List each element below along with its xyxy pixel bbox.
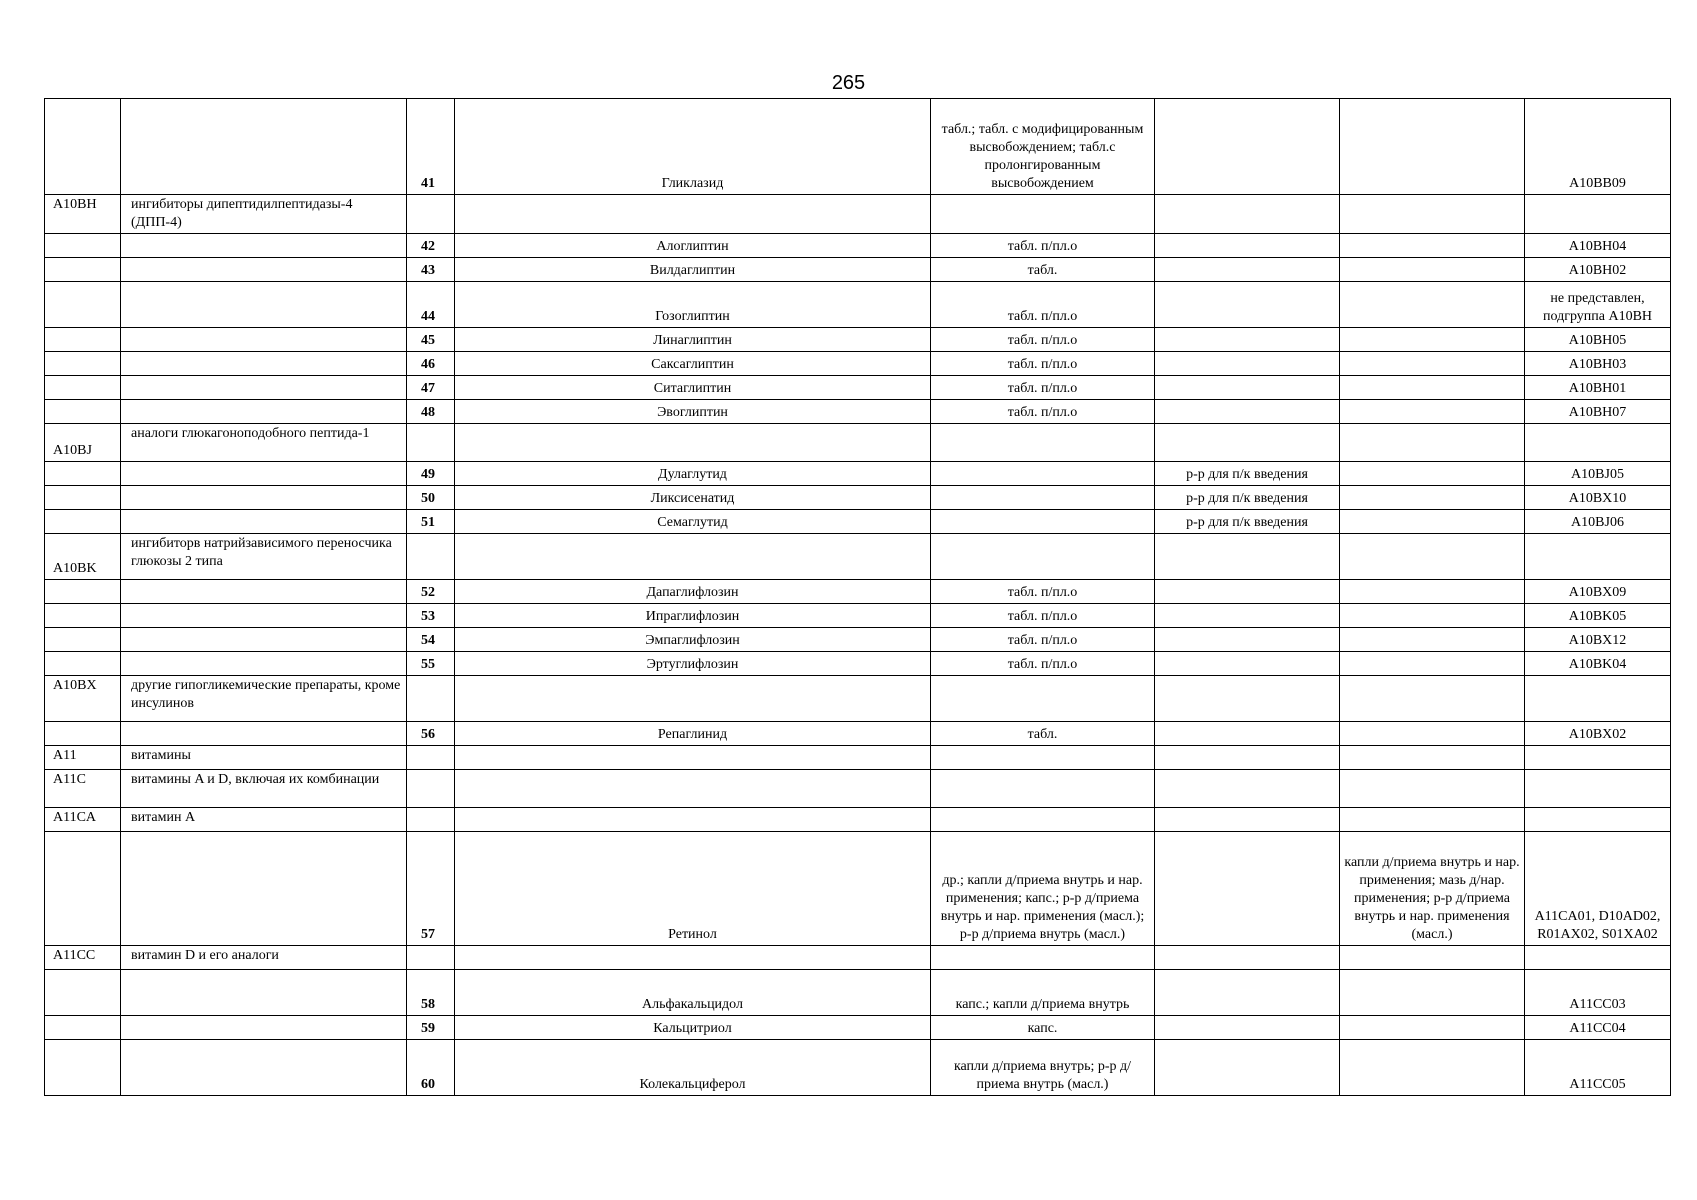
- group-code-cell: [45, 510, 121, 534]
- table-row: [45, 832, 1671, 946]
- dosage-form-cell: капли д/приема внутрь; р-р д/приема внутрь (масл.): [931, 1040, 1155, 1096]
- table-row: [45, 652, 1671, 676]
- dosage-form-extra-cell: [1340, 282, 1525, 328]
- dosage-form-extra-cell: [1340, 580, 1525, 604]
- dosage-form-extra-cell: [1340, 652, 1525, 676]
- dosage-form-extra-cell: [1340, 424, 1525, 462]
- dosage-form-alt-cell: [1155, 628, 1340, 652]
- atc-code-cell: A10BH03: [1525, 352, 1671, 376]
- dosage-form-extra-cell: [1340, 676, 1525, 722]
- table-row: [45, 258, 1671, 282]
- dosage-form-cell: [931, 746, 1155, 770]
- item-number-cell: 55: [407, 652, 455, 676]
- dosage-form-alt-cell: [1155, 770, 1340, 808]
- group-description-cell: [121, 486, 407, 510]
- group-description-cell: [121, 1016, 407, 1040]
- dosage-form-extra-cell: [1340, 462, 1525, 486]
- group-row: [45, 534, 1671, 580]
- item-number-cell: 42: [407, 234, 455, 258]
- table-row: [45, 99, 1671, 195]
- dosage-form-alt-cell: [1155, 376, 1340, 400]
- table-row: [45, 510, 1671, 534]
- atc-code-cell: A11CC04: [1525, 1016, 1671, 1040]
- drug-name-cell: Эмпаглифлозин: [455, 628, 931, 652]
- dosage-form-alt-cell: [1155, 195, 1340, 234]
- group-description-cell: [121, 722, 407, 746]
- item-number-cell: 54: [407, 628, 455, 652]
- table-row: [45, 604, 1671, 628]
- item-number-cell: [407, 770, 455, 808]
- group-code-cell: [45, 652, 121, 676]
- group-code-cell: [45, 328, 121, 352]
- group-description-cell: [121, 832, 407, 946]
- group-description-cell: витамины: [121, 746, 407, 770]
- item-number-cell: 46: [407, 352, 455, 376]
- dosage-form-cell: табл. п/пл.о: [931, 628, 1155, 652]
- dosage-form-alt-cell: [1155, 534, 1340, 580]
- dosage-form-cell: табл. п/пл.о: [931, 604, 1155, 628]
- group-code-cell: [45, 258, 121, 282]
- dosage-form-cell: [931, 195, 1155, 234]
- page-number: 265: [831, 72, 866, 94]
- drug-name-cell: Алоглиптин: [455, 234, 931, 258]
- dosage-form-extra-cell: [1340, 328, 1525, 352]
- dosage-form-alt-cell: [1155, 400, 1340, 424]
- item-number-cell: [407, 424, 455, 462]
- dosage-form-cell: [931, 462, 1155, 486]
- dosage-form-extra-cell: [1340, 376, 1525, 400]
- item-number-cell: 51: [407, 510, 455, 534]
- table-row: [45, 352, 1671, 376]
- drug-name-cell: Альфакальцидол: [455, 970, 931, 1016]
- dosage-form-extra-cell: [1340, 400, 1525, 424]
- atc-code-cell: A10BH01: [1525, 376, 1671, 400]
- atc-code-cell: A10BH07: [1525, 400, 1671, 424]
- drug-name-cell: [455, 195, 931, 234]
- atc-code-cell: A10BX09: [1525, 580, 1671, 604]
- table-row: [45, 1016, 1671, 1040]
- atc-code-cell: A11CA01, D10AD02, R01AX02, S01XA02: [1525, 832, 1671, 946]
- group-description-cell: [121, 234, 407, 258]
- dosage-form-cell: табл.: [931, 722, 1155, 746]
- atc-code-cell: [1525, 946, 1671, 970]
- group-row: [45, 424, 1671, 462]
- dosage-form-cell: др.; капли д/приема внутрь и нар. применения; капс.; р-р д/приема внутрь и нар. применения (масл.); р-р д/приема внутрь (масл.): [931, 832, 1155, 946]
- group-row: [45, 195, 1671, 234]
- table-row: [45, 328, 1671, 352]
- group-description-cell: [121, 400, 407, 424]
- atc-code-cell: не представлен, подгруппа A10BH: [1525, 282, 1671, 328]
- atc-code-cell: A11CC03: [1525, 970, 1671, 1016]
- dosage-form-cell: [931, 486, 1155, 510]
- group-code-cell: [45, 99, 121, 195]
- group-description-cell: [121, 376, 407, 400]
- drug-name-cell: [455, 676, 931, 722]
- group-row: [45, 946, 1671, 970]
- dosage-form-cell: табл.; табл. с модифицированным высвобождением; табл.с пролонгированным высвобождением: [931, 99, 1155, 195]
- dosage-form-alt-cell: [1155, 352, 1340, 376]
- dosage-form-extra-cell: [1340, 722, 1525, 746]
- dosage-form-extra-cell: капли д/приема внутрь и нар. применения; мазь д/нар. применения; р-р д/приема внутрь и нар. применения (масл.): [1340, 832, 1525, 946]
- table-row: [45, 282, 1671, 328]
- table-row: [45, 462, 1671, 486]
- group-row: [45, 808, 1671, 832]
- group-code-cell: A11CA: [45, 808, 121, 832]
- group-row: [45, 746, 1671, 770]
- table-row: [45, 234, 1671, 258]
- drug-name-cell: Дулаглутид: [455, 462, 931, 486]
- group-code-cell: [45, 1040, 121, 1096]
- drug-name-cell: [455, 534, 931, 580]
- drug-table: [44, 98, 1671, 1096]
- group-description-cell: витамин D и его аналоги: [121, 946, 407, 970]
- item-number-cell: [407, 746, 455, 770]
- group-description-cell: [121, 328, 407, 352]
- group-description-cell: ингибиторв натрийзависимого переносчика глюкозы 2 типа: [121, 534, 407, 580]
- group-description-cell: [121, 652, 407, 676]
- item-number-cell: [407, 808, 455, 832]
- drug-name-cell: Гликлазид: [455, 99, 931, 195]
- item-number-cell: [407, 676, 455, 722]
- atc-code-cell: A10BH02: [1525, 258, 1671, 282]
- dosage-form-extra-cell: [1340, 534, 1525, 580]
- group-description-cell: ингибиторы дипептидилпептидазы-4 (ДПП-4): [121, 195, 407, 234]
- group-code-cell: [45, 722, 121, 746]
- dosage-form-alt-cell: р-р для п/к введения: [1155, 462, 1340, 486]
- dosage-form-extra-cell: [1340, 746, 1525, 770]
- dosage-form-cell: капс.; капли д/приема внутрь: [931, 970, 1155, 1016]
- atc-code-cell: [1525, 424, 1671, 462]
- drug-name-cell: Ипраглифлозин: [455, 604, 931, 628]
- dosage-form-extra-cell: [1340, 352, 1525, 376]
- drug-name-cell: Ликсисенатид: [455, 486, 931, 510]
- drug-name-cell: Линаглиптин: [455, 328, 931, 352]
- table-row: [45, 580, 1671, 604]
- group-code-cell: [45, 832, 121, 946]
- dosage-form-extra-cell: [1340, 970, 1525, 1016]
- dosage-form-alt-cell: р-р для п/к введения: [1155, 510, 1340, 534]
- dosage-form-extra-cell: [1340, 1016, 1525, 1040]
- group-description-cell: витамин A: [121, 808, 407, 832]
- drug-name-cell: [455, 808, 931, 832]
- dosage-form-alt-cell: [1155, 328, 1340, 352]
- atc-code-cell: [1525, 770, 1671, 808]
- dosage-form-cell: табл. п/пл.о: [931, 328, 1155, 352]
- dosage-form-extra-cell: [1340, 234, 1525, 258]
- table-row: [45, 400, 1671, 424]
- dosage-form-alt-cell: [1155, 604, 1340, 628]
- group-code-cell: [45, 604, 121, 628]
- atc-code-cell: A11CC05: [1525, 1040, 1671, 1096]
- group-code-cell: A11CC: [45, 946, 121, 970]
- dosage-form-cell: [931, 946, 1155, 970]
- group-code-cell: [45, 234, 121, 258]
- table-row: [45, 722, 1671, 746]
- table-row: [45, 970, 1671, 1016]
- dosage-form-alt-cell: [1155, 676, 1340, 722]
- dosage-form-alt-cell: [1155, 746, 1340, 770]
- group-code-cell: A10BX: [45, 676, 121, 722]
- dosage-form-cell: табл. п/пл.о: [931, 234, 1155, 258]
- dosage-form-extra-cell: [1340, 258, 1525, 282]
- dosage-form-cell: капс.: [931, 1016, 1155, 1040]
- dosage-form-extra-cell: [1340, 486, 1525, 510]
- group-description-cell: витамины A и D, включая их комбинации: [121, 770, 407, 808]
- item-number-cell: 48: [407, 400, 455, 424]
- dosage-form-extra-cell: [1340, 195, 1525, 234]
- table-body: [45, 99, 1671, 1096]
- dosage-form-extra-cell: [1340, 99, 1525, 195]
- dosage-form-extra-cell: [1340, 808, 1525, 832]
- atc-code-cell: [1525, 534, 1671, 580]
- item-number-cell: 57: [407, 832, 455, 946]
- table-row: [45, 486, 1671, 510]
- group-code-cell: A10BJ: [45, 424, 121, 462]
- drug-name-cell: Гозоглиптин: [455, 282, 931, 328]
- item-number-cell: 52: [407, 580, 455, 604]
- dosage-form-cell: табл.: [931, 258, 1155, 282]
- item-number-cell: [407, 534, 455, 580]
- atc-code-cell: A10BX10: [1525, 486, 1671, 510]
- group-code-cell: [45, 1016, 121, 1040]
- dosage-form-alt-cell: [1155, 722, 1340, 746]
- atc-code-cell: A10BH05: [1525, 328, 1671, 352]
- group-code-cell: A10BK: [45, 534, 121, 580]
- dosage-form-alt-cell: р-р для п/к введения: [1155, 486, 1340, 510]
- item-number-cell: [407, 946, 455, 970]
- item-number-cell: 60: [407, 1040, 455, 1096]
- atc-code-cell: A10BX02: [1525, 722, 1671, 746]
- dosage-form-cell: табл. п/пл.о: [931, 376, 1155, 400]
- group-description-cell: [121, 99, 407, 195]
- dosage-form-alt-cell: [1155, 99, 1340, 195]
- group-code-cell: [45, 282, 121, 328]
- item-number-cell: 53: [407, 604, 455, 628]
- drug-name-cell: Колекальциферол: [455, 1040, 931, 1096]
- group-code-cell: [45, 486, 121, 510]
- dosage-form-cell: табл. п/пл.о: [931, 352, 1155, 376]
- atc-code-cell: [1525, 195, 1671, 234]
- dosage-form-alt-cell: [1155, 1016, 1340, 1040]
- atc-code-cell: [1525, 746, 1671, 770]
- item-number-cell: 56: [407, 722, 455, 746]
- drug-name-cell: Эртуглифлозин: [455, 652, 931, 676]
- drug-name-cell: Вилдаглиптин: [455, 258, 931, 282]
- dosage-form-alt-cell: [1155, 282, 1340, 328]
- group-description-cell: [121, 580, 407, 604]
- group-description-cell: аналоги глюкагоноподобного пептида-1: [121, 424, 407, 462]
- drug-name-cell: Саксаглиптин: [455, 352, 931, 376]
- dosage-form-cell: [931, 534, 1155, 580]
- dosage-form-cell: табл. п/пл.о: [931, 652, 1155, 676]
- dosage-form-alt-cell: [1155, 234, 1340, 258]
- item-number-cell: [407, 195, 455, 234]
- drug-name-cell: Семаглутид: [455, 510, 931, 534]
- group-code-cell: [45, 628, 121, 652]
- group-code-cell: [45, 970, 121, 1016]
- item-number-cell: 47: [407, 376, 455, 400]
- item-number-cell: 41: [407, 99, 455, 195]
- dosage-form-cell: табл. п/пл.о: [931, 400, 1155, 424]
- group-code-cell: A10BH: [45, 195, 121, 234]
- dosage-form-extra-cell: [1340, 604, 1525, 628]
- group-description-cell: [121, 282, 407, 328]
- atc-code-cell: [1525, 676, 1671, 722]
- group-description-cell: [121, 970, 407, 1016]
- atc-code-cell: A10BK04: [1525, 652, 1671, 676]
- dosage-form-cell: [931, 770, 1155, 808]
- dosage-form-cell: табл. п/пл.о: [931, 580, 1155, 604]
- group-description-cell: другие гипогликемические препараты, кроме инсулинов: [121, 676, 407, 722]
- dosage-form-extra-cell: [1340, 770, 1525, 808]
- group-description-cell: [121, 510, 407, 534]
- table-row: [45, 1040, 1671, 1096]
- atc-code-cell: A10BH04: [1525, 234, 1671, 258]
- atc-code-cell: A10BJ05: [1525, 462, 1671, 486]
- group-code-cell: A11: [45, 746, 121, 770]
- dosage-form-extra-cell: [1340, 1040, 1525, 1096]
- dosage-form-cell: табл. п/пл.о: [931, 282, 1155, 328]
- dosage-form-alt-cell: [1155, 580, 1340, 604]
- dosage-form-extra-cell: [1340, 946, 1525, 970]
- drug-name-cell: Кальцитриол: [455, 1016, 931, 1040]
- group-code-cell: [45, 580, 121, 604]
- item-number-cell: 59: [407, 1016, 455, 1040]
- atc-code-cell: A10BX12: [1525, 628, 1671, 652]
- dosage-form-alt-cell: [1155, 258, 1340, 282]
- dosage-form-cell: [931, 676, 1155, 722]
- dosage-form-extra-cell: [1340, 628, 1525, 652]
- group-row: [45, 676, 1671, 722]
- dosage-form-alt-cell: [1155, 970, 1340, 1016]
- group-row: [45, 770, 1671, 808]
- group-code-cell: [45, 352, 121, 376]
- group-description-cell: [121, 258, 407, 282]
- item-number-cell: 45: [407, 328, 455, 352]
- drug-name-cell: Дапаглифлозин: [455, 580, 931, 604]
- atc-code-cell: A10BK05: [1525, 604, 1671, 628]
- item-number-cell: 58: [407, 970, 455, 1016]
- item-number-cell: 49: [407, 462, 455, 486]
- item-number-cell: 44: [407, 282, 455, 328]
- table-row: [45, 376, 1671, 400]
- dosage-form-alt-cell: [1155, 832, 1340, 946]
- table-row: [45, 628, 1671, 652]
- item-number-cell: 43: [407, 258, 455, 282]
- group-description-cell: [121, 1040, 407, 1096]
- atc-code-cell: A10BJ06: [1525, 510, 1671, 534]
- dosage-form-alt-cell: [1155, 808, 1340, 832]
- group-code-cell: [45, 400, 121, 424]
- group-description-cell: [121, 462, 407, 486]
- drug-name-cell: Репаглинид: [455, 722, 931, 746]
- group-code-cell: [45, 462, 121, 486]
- dosage-form-cell: [931, 424, 1155, 462]
- dosage-form-alt-cell: [1155, 424, 1340, 462]
- dosage-form-alt-cell: [1155, 946, 1340, 970]
- drug-name-cell: [455, 770, 931, 808]
- group-description-cell: [121, 352, 407, 376]
- dosage-form-alt-cell: [1155, 1040, 1340, 1096]
- dosage-form-alt-cell: [1155, 652, 1340, 676]
- drug-name-cell: [455, 746, 931, 770]
- drug-name-cell: [455, 946, 931, 970]
- dosage-form-extra-cell: [1340, 510, 1525, 534]
- dosage-form-cell: [931, 510, 1155, 534]
- item-number-cell: 50: [407, 486, 455, 510]
- drug-name-cell: Ситаглиптин: [455, 376, 931, 400]
- dosage-form-cell: [931, 808, 1155, 832]
- group-code-cell: A11C: [45, 770, 121, 808]
- atc-code-cell: [1525, 808, 1671, 832]
- group-description-cell: [121, 604, 407, 628]
- group-code-cell: [45, 376, 121, 400]
- drug-name-cell: Ретинол: [455, 832, 931, 946]
- atc-code-cell: A10BB09: [1525, 99, 1671, 195]
- group-description-cell: [121, 628, 407, 652]
- drug-name-cell: Эвоглиптин: [455, 400, 931, 424]
- drug-name-cell: [455, 424, 931, 462]
